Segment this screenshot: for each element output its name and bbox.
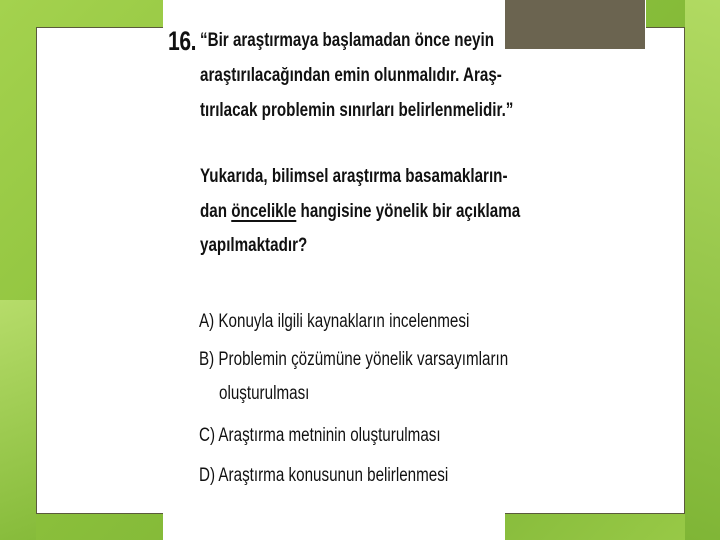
- prompt-line-1: Yukarıda, bilimsel araştırma basamakların-: [200, 166, 508, 187]
- prompt-line-2-end: hangisine yönelik bir açıklama: [296, 201, 521, 222]
- quote-line-2: araştırılacağından emin olunmalıdır. Araş-: [200, 65, 502, 86]
- quote-line-1: “Bir araştırmaya başlamadan önce neyin: [200, 30, 494, 51]
- quote-line-3: tırılacak problemin sınırları belirlenmelidir.”: [200, 100, 514, 121]
- background-facet: [685, 0, 720, 540]
- option-d[interactable]: D) Araştırma konusunun belirlenmesi: [199, 465, 449, 486]
- option-b-continuation: oluşturulması: [219, 383, 310, 404]
- prompt-line-3: yapılmaktadır?: [200, 235, 308, 256]
- question-number: 16.: [168, 26, 197, 56]
- underlined-word: öncelikle: [231, 201, 297, 222]
- background-facet: [0, 300, 36, 540]
- prompt-line-2: [200, 201, 520, 223]
- option-a[interactable]: A) Konuyla ilgili kaynakların incelenmesi: [199, 311, 470, 332]
- question-page: [163, 0, 521, 540]
- corner-accent-box: [503, 0, 646, 50]
- option-b[interactable]: B) Problemin çözümüne yönelik varsayımların: [199, 349, 509, 370]
- option-c[interactable]: C) Araştırma metninin oluşturulması: [199, 425, 441, 446]
- prompt-line-2-start: dan: [200, 201, 232, 222]
